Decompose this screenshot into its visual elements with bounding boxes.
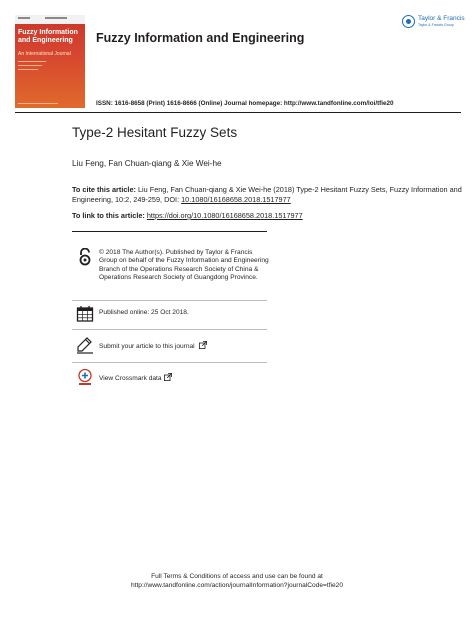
divider (15, 112, 461, 113)
submit-article-link[interactable] (99, 341, 269, 351)
divider (72, 329, 267, 330)
citation-doi-link[interactable]: 10.1080/16168658.2018.1517977 (181, 195, 291, 204)
publisher-logo-name: Taylor & Francis (418, 15, 465, 22)
external-link-icon (164, 373, 172, 381)
cover-line (18, 65, 42, 66)
publisher-logo-tagline: Taylor & Francis Group (418, 23, 454, 27)
submit-article-label: Submit your article to this journal (99, 343, 195, 350)
article-doi-url[interactable]: https://doi.org/10.1080/16168658.2018.1517977 (146, 211, 303, 220)
crossmark-icon (76, 368, 94, 386)
cover-line (18, 103, 58, 104)
citation (72, 185, 462, 205)
cover-title: Fuzzy Information and Engineering (18, 29, 78, 45)
cover-line (18, 69, 38, 70)
external-link-icon (199, 341, 207, 349)
citation-text: Liu Feng, Fan Chuan-qiang & Xie Wei-he (2018) Type-2 Hesitant Fuzzy Sets, Fuzzy Information and Engineering, 10:2, 249-259, DOI: (72, 185, 462, 204)
citation-label: To cite this article: (72, 185, 136, 194)
footer-terms-url[interactable]: http://www.tandfonline.com/action/journalInformation?journalCode=tfie20 (130, 581, 344, 589)
calendar-icon (76, 305, 94, 323)
divider (72, 300, 267, 301)
article-link (72, 211, 303, 220)
cover-subtitle: An International Journal (18, 51, 71, 57)
pencil-icon (76, 336, 94, 354)
journal-cover (15, 15, 85, 108)
article-link-label: To link to this article: (72, 211, 145, 220)
issn-line: ISSN: 1616-8658 (Print) 1616-8666 (Online) Journal homepage: http://www.tandfonline.com/loi/tfie20 (96, 100, 394, 107)
publisher-logo[interactable] (402, 13, 465, 31)
open-access-icon (76, 248, 94, 266)
footer (0, 573, 474, 590)
copyright-text: © 2018 The Author(s). Published by Taylor & Francis Group on behalf of the Fuzzy Information and Engineering Branch of the Operations Research Society of China & Operations Research Society of Guangdong Province. (99, 249, 269, 281)
footer-terms-text: Full Terms & Conditions of access and use can be found at (151, 573, 323, 580)
cover-line (18, 61, 46, 62)
divider (72, 231, 267, 232)
publisher-logo-icon (402, 15, 415, 28)
divider (72, 362, 267, 363)
article-title: Type-2 Hesitant Fuzzy Sets (72, 125, 238, 140)
crossmark-label: View Crossmark data (99, 375, 162, 382)
journal-title: Fuzzy Information and Engineering (96, 31, 305, 45)
published-date: Published online: 25 Oct 2018. (99, 309, 189, 316)
cover-top-band (15, 15, 85, 24)
article-authors: Liu Feng, Fan Chuan-qiang & Xie Wei-he (72, 159, 222, 168)
crossmark-link[interactable] (99, 373, 269, 383)
